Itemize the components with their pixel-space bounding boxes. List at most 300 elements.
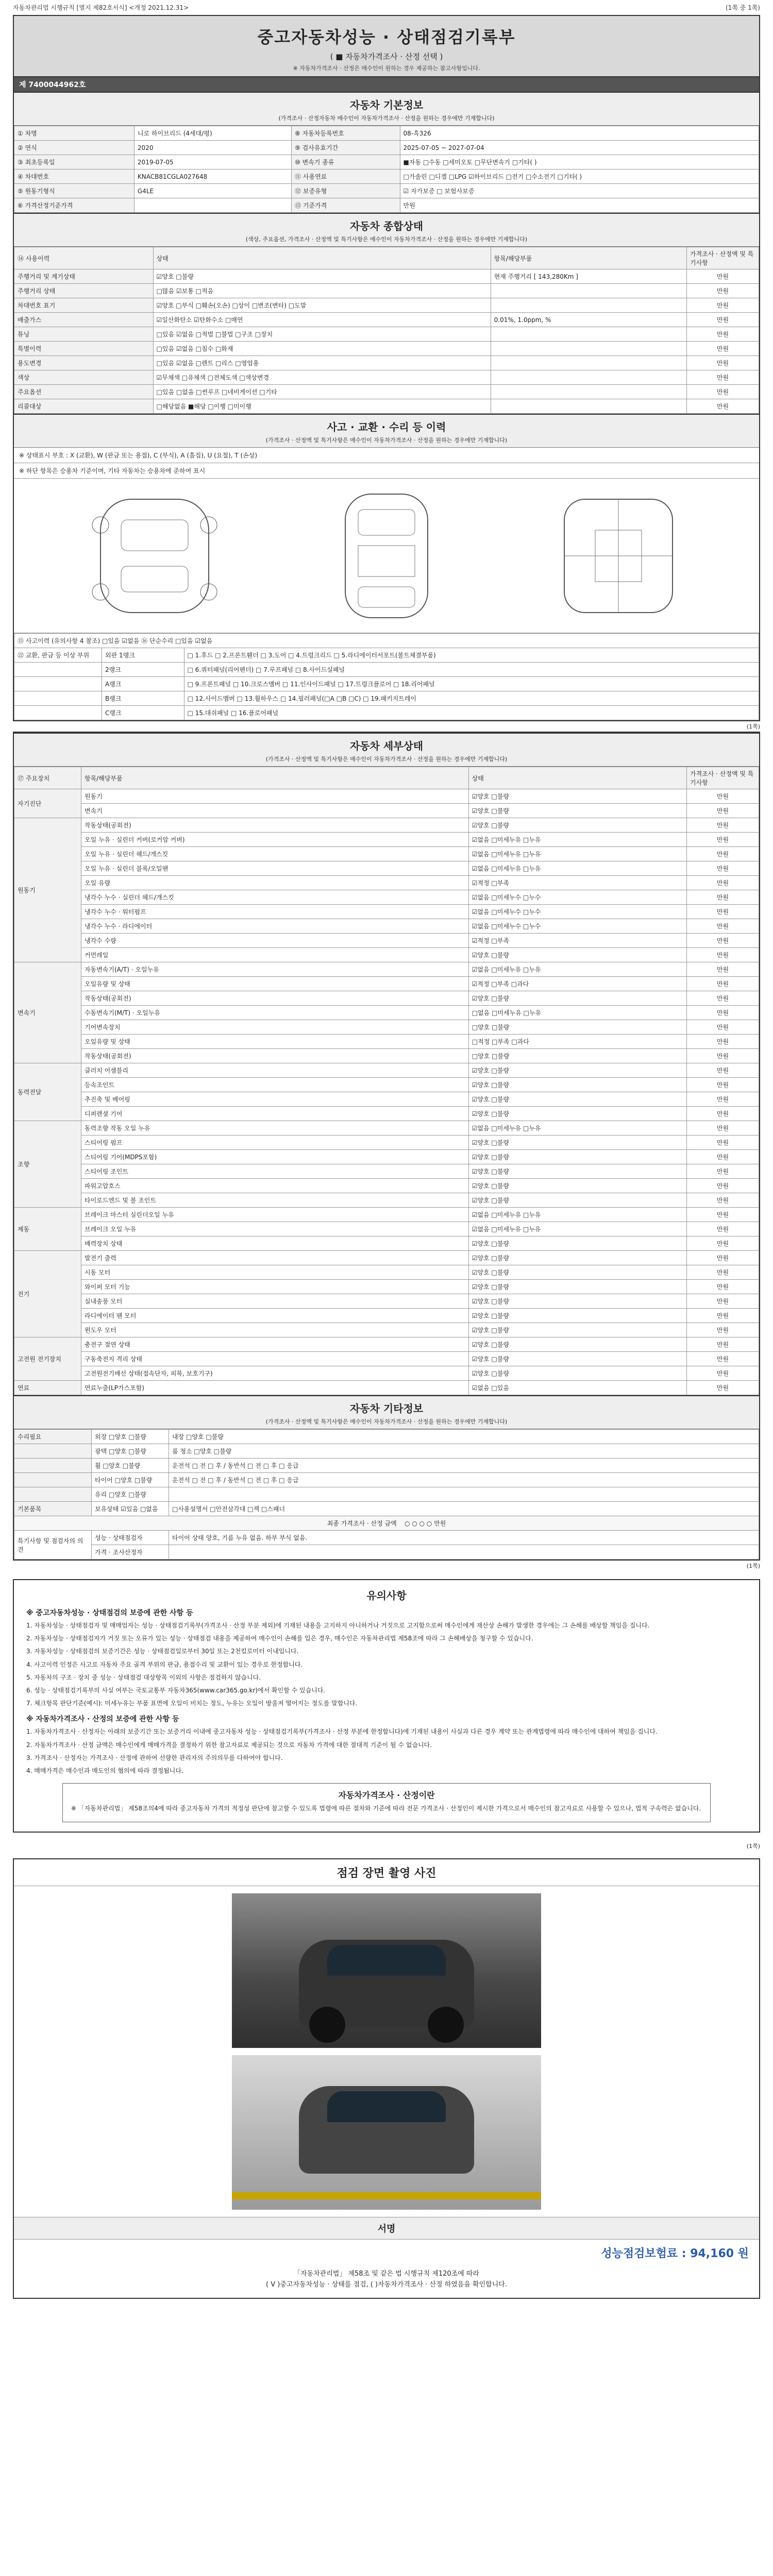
detail-item: 디퍼렌셜 기어 — [81, 1107, 469, 1121]
detail-status-row — [14, 977, 759, 991]
col-major-device: ⑰ 주요장치 — [14, 767, 81, 789]
other-value: 운전석 □ 전 □ 후 / 동반석 □ 전 □ 후 □ 응급 — [169, 1459, 759, 1473]
overall-label: 색상 — [14, 370, 154, 385]
detail-group-label: 전기 — [14, 1251, 81, 1337]
detail-status: ☑없음 □미세누유 □누유 — [468, 1121, 686, 1136]
other-value: 휠 □양호 □불량 — [92, 1459, 169, 1473]
overall-status-table — [14, 247, 759, 414]
detail-status: ☑없음 □미세누수 □누수 — [468, 919, 686, 934]
other-info-table — [14, 1429, 759, 1560]
basic-label: ⑬ 기준가격 — [292, 198, 400, 213]
other-value: 유리 □양호 □불량 — [92, 1487, 169, 1502]
overall-status: □많음 ☑보통 □적음 — [153, 284, 491, 298]
detail-price: 만원 — [687, 991, 759, 1006]
detail-status: ☑양호 □불량 — [468, 948, 686, 962]
overall-detail — [491, 356, 686, 370]
notice-item: 3. 가격조사 · 산정자는 가격조사 · 산정에 관하여 선량한 관리자의 주의의무를 다하여야 합니다. — [26, 1754, 283, 1761]
detail-status-row — [14, 919, 759, 934]
basic-value: 08-흑326 — [400, 126, 759, 141]
legal-confirmation — [14, 2266, 759, 2298]
overall-label: 튜닝 — [14, 327, 154, 342]
detail-status: □적정 □부족 □과다 — [468, 1035, 686, 1049]
notice-heading-2: ※ 자동차가격조사 · 산정의 보증에 관한 사항 등 — [26, 1715, 179, 1724]
overall-price: 만원 — [687, 370, 759, 385]
detail-status-row — [14, 1092, 759, 1107]
detail-price: 만원 — [687, 1179, 759, 1193]
detail-item: 스티어링 조인트 — [81, 1164, 469, 1179]
detail-item: 오일 누유 · 실린더 커버(로커암 커버) — [81, 833, 469, 847]
detail-status: ☑양호 □불량 — [468, 1136, 686, 1150]
detail-status: ☑없음 □미세누수 □누수 — [468, 890, 686, 905]
detail-item: 기어변속장치 — [81, 1020, 469, 1035]
overall-price: 만원 — [687, 342, 759, 356]
basic-value: 2020 — [134, 141, 291, 155]
overall-status-row — [14, 298, 759, 313]
overall-status: □있음 ☑없음 □침수 □화재 — [153, 342, 491, 356]
overall-label: 배출가스 — [14, 313, 154, 327]
detail-status: ☑양호 □불량 — [468, 1366, 686, 1381]
detail-item: 오일유량 및 상태 — [81, 1035, 469, 1049]
basic-info-row — [14, 126, 759, 141]
detail-group-label: 자기진단 — [14, 789, 81, 818]
detail-status: ☑없음 □미세누유 □누유 — [468, 1208, 686, 1222]
appraisal-definition-title: 자동차가격조사 · 산정이란 — [338, 1790, 435, 1801]
notice-item: 2. 자동차성능 · 상태점검자가 거짓 또는 오류가 있는 성능 · 상태점검 내용을 제공하여 매수인이 손해를 입은 경우, 매수인은 자동차관리법 제58조에 따라 그 손해배상을 청구할 수 있습니다. — [26, 1635, 533, 1642]
detail-status: ☑양호 □불량 — [468, 1323, 686, 1337]
basic-info-row — [14, 141, 759, 155]
detail-price: 만원 — [687, 861, 759, 876]
ranka-label: A랭크 — [102, 677, 184, 691]
detail-price: 만원 — [687, 1265, 759, 1280]
accident-title: 사고 · 교환 · 수리 등 이력 — [14, 414, 759, 435]
detail-status: ☑양호 □불량 — [468, 1063, 686, 1078]
basic-label: ① 차명 — [14, 126, 135, 141]
detail-status: □양호 □불량 — [468, 1020, 686, 1035]
detail-status-table — [14, 767, 759, 1395]
detail-status: ☑양호 □불량 — [468, 991, 686, 1006]
final-price-amount: ○ ○ ○ ○ 만원 — [404, 1520, 446, 1527]
detail-item: 고전원전기배선 상태(접속단자, 피복, 보호기구) — [81, 1366, 469, 1381]
other-label: 수리필요 — [14, 1430, 92, 1444]
overall-status-row — [14, 284, 759, 298]
detail-status: ☑없음 □미세누유 □누유 — [468, 1222, 686, 1236]
basic-info-row — [14, 184, 759, 198]
detail-status: □없음 □미세누유 □누유 — [468, 1006, 686, 1020]
overall-label: 주행거리 상태 — [14, 284, 154, 298]
page-mark-3: (1쪽) — [746, 1843, 760, 1850]
overall-status: □있음 ☑없음 □적법 □불법 □구조 □장치 — [153, 327, 491, 342]
detail-status: ☑없음 □미세누유 □누유 — [468, 833, 686, 847]
detail-price: 만원 — [687, 1352, 759, 1366]
basic-value: □가솔린 □디젤 □LPG ☑하이브리드 □전기 □수소전기 □기타( ) — [400, 170, 759, 184]
page-mark-2: (1쪽) — [746, 1563, 760, 1569]
detail-status-row — [14, 818, 759, 833]
detail-status: ☑양호 □불량 — [468, 1150, 686, 1164]
detail-status-row — [14, 1222, 759, 1236]
basic-label: ⑧ 자동차등록번호 — [292, 126, 400, 141]
overall-detail: 현재 주행거리 [ 143,280Km ] — [491, 269, 686, 284]
overall-status: □있음 □없음 □썬루프 □네비게이션 □기타 — [153, 385, 491, 399]
overall-status-row — [14, 269, 759, 284]
rank1-label: 외판 1랭크 — [102, 648, 184, 663]
detail-price: 만원 — [687, 876, 759, 890]
detail-item: 냉각수 누수 · 워터펌프 — [81, 905, 469, 919]
detail-status-row — [14, 991, 759, 1006]
detail-item: 배력장치 상태 — [81, 1236, 469, 1251]
detail-status: ☑양호 □불량 — [468, 1280, 686, 1294]
overall-label: 주요옵션 — [14, 385, 154, 399]
car-frame-diagram — [533, 489, 703, 623]
detail-item: 연료누출(LP가스포함) — [81, 1381, 469, 1395]
rankb-label: B랭크 — [102, 691, 184, 706]
detail-price: 만원 — [687, 948, 759, 962]
overall-status-row — [14, 385, 759, 399]
detail-price: 만원 — [687, 1323, 759, 1337]
overall-detail — [491, 284, 686, 298]
detail-status: ☑양호 □불량 — [468, 1193, 686, 1208]
notice-heading-1: ※ 중고자동차성능 · 상태점검의 보증에 관한 사항 등 — [26, 1609, 193, 1617]
detail-status-row — [14, 1352, 759, 1366]
detail-price: 만원 — [687, 1136, 759, 1150]
other-value: 외장 □양호 □불량 — [92, 1430, 169, 1444]
other-value: 보유상태 ☑있음 □없음 — [92, 1502, 169, 1516]
detail-status-row — [14, 948, 759, 962]
basic-label: ⑫ 보증유형 — [292, 184, 400, 198]
other-value: 내장 □양호 □불량 — [169, 1430, 759, 1444]
overall-detail — [491, 327, 686, 342]
detail-item: 실내송풍 모터 — [81, 1294, 469, 1309]
col-usage: ⑭ 사용이력 — [14, 247, 154, 269]
basic-info-table — [14, 126, 759, 213]
basic-value: 2025-07-05 ~ 2027-07-04 — [400, 141, 759, 155]
detail-price: 만원 — [687, 1150, 759, 1164]
inspection-insurance-fee: 성능점검보험료 : 94,160 원 — [601, 2247, 749, 2261]
detail-item: 냉각수 누수 · 실린더 헤드/개스킷 — [81, 890, 469, 905]
detail-item: 라디에이터 팬 모터 — [81, 1309, 469, 1323]
basic-label: ⑨ 검사유효기간 — [292, 141, 400, 155]
detail-status-row — [14, 1280, 759, 1294]
overall-price: 만원 — [687, 313, 759, 327]
detail-status: ☑양호 □불량 — [468, 1179, 686, 1193]
col-item: 항목/해당부품 — [491, 247, 686, 269]
overall-detail: 0.01%, 1.0ppm, % — [491, 313, 686, 327]
opinion-inspector-label: 성능 · 상태점검자 — [92, 1531, 169, 1545]
notice-item: 1. 자동차성능 · 상태점검자 및 매매업자는 성능 · 상태점검기록부(가격조사 · 산정 부분 제외)에 기재된 내용을 고지하지 아니하거나 거짓으로 고지함으로써 매수인에게 재산상 손해가 발생한 경우에는 그 손해를 배상할 책임을 집니다. — [26, 1622, 650, 1629]
legal-confirmation-line-2: ( V )중고자동차성능 · 상태를 점검, ( )자동차가격조사 · 산정 하였음을 확인합니다. — [266, 2281, 507, 2289]
col-status: 상태 — [153, 247, 491, 269]
detail-status: ☑적정 □부족 — [468, 934, 686, 948]
detail-group-label: 제동 — [14, 1208, 81, 1251]
legal-confirmation-line-1: 「자동차관리법」 제58조 및 같은 법 시행규칙 제120조에 따라 — [294, 2270, 479, 2278]
basic-label: ③ 최초등록일 — [14, 155, 135, 170]
ranka-options: □ 9.프론트패널 □ 10.크로스멤버 □ 11.인사이드패널 □ 17.트렁크플로어 □ 18.리어패널 — [184, 677, 759, 691]
detail-status-row — [14, 804, 759, 818]
detail-price: 만원 — [687, 1092, 759, 1107]
notice-item: 1. 자동차가격조사 · 산정자는 아래의 보증기간 또는 보증거리 이내에 중고자동차 성능 · 상태점검기록부(가격조사 · 산정 부분에 한정합니다)에 기재된 내용이 사실과 다른 경우 계약 또는 관계법령에 따라 매수인에 대하여 책임을 집니다. — [26, 1728, 658, 1736]
detail-price: 만원 — [687, 1337, 759, 1352]
detail-status: ☑양호 □불량 — [468, 789, 686, 804]
overall-status: ☑일산화탄소 ☑탄화수소 □매연 — [153, 313, 491, 327]
detail-price: 만원 — [687, 1006, 759, 1020]
appraisal-definition-box — [62, 1783, 711, 1822]
detail-item: 오일 누유 · 실린더 헤드/개스킷 — [81, 847, 469, 861]
detail-status: ☑양호 □불량 — [468, 1107, 686, 1121]
parts-heading: ㉒ 교환, 판금 등 이상 부위 — [14, 648, 102, 663]
final-price-title — [14, 1516, 759, 1531]
detail-status: ☑없음 □있음 — [468, 1381, 686, 1395]
overall-status-row — [14, 313, 759, 327]
detail-item: 브레이크 마스터 실린더오일 누유 — [81, 1208, 469, 1222]
col-detail-price: 가격조사 · 산정액 및 특기사항 — [687, 767, 759, 789]
detail-status-note: (가격조사 · 산정액 및 특기사항은 매수인이 자동차가격조사 · 산정을 원하는 경우에만 기재합니다) — [14, 754, 759, 767]
detail-price: 만원 — [687, 1107, 759, 1121]
detail-status: ☑양호 □불량 — [468, 1236, 686, 1251]
detail-group-label: 조향 — [14, 1121, 81, 1208]
detail-price: 만원 — [687, 1078, 759, 1092]
signature-section — [14, 2217, 759, 2298]
overall-detail — [491, 370, 686, 385]
overall-status-row — [14, 399, 759, 414]
detail-status-row — [14, 1323, 759, 1337]
opinion-inspector-text: 타이어 상태 양호, 기름 누유 없음. 하부 부식 없음. — [169, 1531, 759, 1545]
col-detail-status: 상태 — [468, 767, 686, 789]
detail-price: 만원 — [687, 1164, 759, 1179]
notice-item: 4. 사고이력 인정은 사고로 자동차 주요 골격 부위의 판금, 용접수리 및 교환이 있는 경우로 한정합니다. — [26, 1660, 303, 1668]
rankc-label: C랭크 — [102, 706, 184, 720]
detail-status-row — [14, 1208, 759, 1222]
other-info-row — [14, 1459, 759, 1473]
detail-item: 오일 누유 · 실린더 블록/오일팬 — [81, 861, 469, 876]
detail-price: 만원 — [687, 804, 759, 818]
detail-price: 만원 — [687, 919, 759, 934]
detail-status: ☑양호 □불량 — [468, 1078, 686, 1092]
detail-price: 만원 — [687, 833, 759, 847]
overall-label: 리콜대상 — [14, 399, 154, 414]
accident-legend: ※ 상태표시 부호 : X (교환), W (판금 또는 용접), C (부식), A (흠집), U (요철), T (손상) — [14, 448, 759, 463]
overall-detail — [491, 399, 686, 414]
opinion-label: 특기사항 및 점검자의 의견 — [14, 1531, 92, 1560]
detail-group-label: 고전원 전기장치 — [14, 1337, 81, 1381]
detail-price: 만원 — [687, 890, 759, 905]
detail-status: ☑양호 □불량 — [468, 1294, 686, 1309]
detail-status-row — [14, 1121, 759, 1136]
other-value: 타이어 □양호 □불량 — [92, 1473, 169, 1487]
notice-item: 7. 체크항목 판단기준(예시): 미세누유는 부품 표면에 오일이 비치는 정도, 누유는 오일이 방울져 떨어지는 정도를 말합니다. — [26, 1700, 358, 1707]
other-value: □사용설명서 □안전삼각대 □잭 □스패너 — [169, 1502, 759, 1516]
detail-item: 작동상태(공회전) — [81, 991, 469, 1006]
other-info-note: (가격조사 · 산정액 및 특기사항은 매수인이 자동차가격조사 · 산정을 원하는 경우에만 기재합니다) — [14, 1416, 759, 1429]
basic-value: ■자동 □수동 □세미오토 □무단변속기 □기타( ) — [400, 155, 759, 170]
detail-status-title: 자동차 세부상태 — [14, 733, 759, 754]
accident-note: (가격조사 · 산정액 및 특기사항은 매수인이 자동차가격조사 · 산정을 원하는 경우에만 기재합니다) — [14, 435, 759, 448]
detail-status: ☑없음 □미세누유 □누유 — [468, 847, 686, 861]
basic-value: 2019-07-05 — [134, 155, 291, 170]
other-value: 운전석 □ 전 □ 후 / 동반석 □ 전 □ 후 □ 응급 — [169, 1473, 759, 1487]
detail-status: ☑양호 □불량 — [468, 1309, 686, 1323]
notice-title: 유의사항 — [366, 1589, 407, 1602]
detail-price: 만원 — [687, 1035, 759, 1049]
detail-item: 시동 모터 — [81, 1265, 469, 1280]
overall-price: 만원 — [687, 284, 759, 298]
main-form — [13, 15, 760, 721]
detail-status: ☑없음 □미세누수 □누수 — [468, 905, 686, 919]
form-header — [14, 16, 759, 77]
detail-status-row — [14, 1150, 759, 1164]
other-label — [14, 1473, 92, 1487]
detail-status-row — [14, 1078, 759, 1092]
notice-item: 4. 매매가격은 매수인과 매도인의 협의에 따라 결정됩니다. — [26, 1767, 183, 1774]
overall-status-note: (색상, 주요옵션, 가격조사 · 산정액 및 특기사항은 매수인이 자동차가격조사 · 산정을 원하는 경우에만 기재합니다) — [14, 234, 759, 247]
detail-item: 발전기 출력 — [81, 1251, 469, 1265]
final-price-label: 최종 가격조사 · 산정 금액 — [327, 1520, 397, 1527]
rank2-label: 2랭크 — [102, 663, 184, 677]
detail-item: 수동변속기(M/T) · 오일누유 — [81, 1006, 469, 1020]
other-value: 광택 □양호 □불량 — [92, 1444, 169, 1459]
overall-status: □있음 ☑없음 □렌트 □리스 □영업용 — [153, 356, 491, 370]
basic-label: ④ 차대번호 — [14, 170, 135, 184]
detail-group-label: 동력전달 — [14, 1063, 81, 1121]
overall-status-row — [14, 342, 759, 356]
detail-status-row — [14, 1063, 759, 1078]
detail-item: 타이로드엔드 및 볼 조인트 — [81, 1193, 469, 1208]
document-number: 제 7400044962호 — [14, 77, 759, 92]
overall-price: 만원 — [687, 269, 759, 284]
detail-status-row — [14, 1265, 759, 1280]
overall-label: 용도변경 — [14, 356, 154, 370]
detail-price: 만원 — [687, 1294, 759, 1309]
detail-status-row — [14, 789, 759, 804]
detail-price: 만원 — [687, 1208, 759, 1222]
detail-price: 만원 — [687, 1381, 759, 1395]
detail-price: 만원 — [687, 1063, 759, 1078]
detail-price: 만원 — [687, 977, 759, 991]
overall-status-title: 자동차 종합상태 — [14, 213, 759, 234]
other-label — [14, 1459, 92, 1473]
detail-item: 와이퍼 모터 기능 — [81, 1280, 469, 1294]
overall-status: ☑무채색 □유채색 □전체도색 □색상변경 — [153, 370, 491, 385]
detail-price: 만원 — [687, 1309, 759, 1323]
overall-status: ☑양호 □불량 — [153, 269, 491, 284]
detail-item: 커먼레일 — [81, 948, 469, 962]
document-note: ※ 자동차가격조사 · 산정은 매수인이 원하는 경우 제공하는 참고사항입니다. — [293, 65, 480, 72]
appraisal-definition-text: ※ 「자동차관리법」 제58조의4에 따라 중고자동차 가격의 적정성 판단에 참고할 수 있도록 법령에 따른 절차와 기준에 따라 전문 가격조사 · 산정인이 제시한 가격으로서 매수인의 참고자료로 사용할 수 있으나, 법적 구속력은 없습니다. — [71, 1805, 701, 1812]
basic-label: ② 연식 — [14, 141, 135, 155]
basic-info-note: (가격조사 · 산정자동차 매수인이 자동차가격조사 · 산정을 원하는 경우에만 기재합니다) — [14, 113, 759, 126]
rank2-options: □ 6.쿼터패널(리어펜더) □ 7.루프패널 □ 8.사이드실패널 — [184, 663, 759, 677]
inspection-photo-lift — [232, 2055, 541, 2210]
detail-status: ☑없음 □미세누유 □누유 — [468, 861, 686, 876]
detail-item: 스티어링 기어(MDPS포함) — [81, 1150, 469, 1164]
other-info-row — [14, 1444, 759, 1459]
detail-status-row — [14, 1366, 759, 1381]
detail-price: 만원 — [687, 818, 759, 833]
basic-label: ⑩ 변속기 종류 — [292, 155, 400, 170]
detail-status: ☑양호 □불량 — [468, 1337, 686, 1352]
detail-status-row — [14, 1309, 759, 1323]
detail-item: 오일 유량 — [81, 876, 469, 890]
other-label: 기본품목 — [14, 1502, 92, 1516]
detail-item: 작동상태(공회전) — [81, 818, 469, 833]
rankc-options: □ 15.대쉬패널 □ 16.플로어패널 — [184, 706, 759, 720]
accident-legend-2: ※ 하단 항목은 승용차 기준이며, 기타 자동차는 승용차에 준하여 표시 — [14, 463, 759, 479]
detail-status-row — [14, 905, 759, 919]
overall-price: 만원 — [687, 399, 759, 414]
detail-status-row — [14, 1049, 759, 1063]
notice-item: 3. 자동차성능 · 상태점검의 보증기간은 성능 · 상태점검일로부터 30일 또는 2천킬로미터 이내입니다. — [26, 1648, 299, 1655]
overall-price: 만원 — [687, 298, 759, 313]
detail-item: 클러치 어셈블리 — [81, 1063, 469, 1078]
detail-price: 만원 — [687, 934, 759, 948]
detail-item: 등속조인트 — [81, 1078, 469, 1092]
detail-status-row — [14, 876, 759, 890]
detail-item: 동력조향 작동 오일 누유 — [81, 1121, 469, 1136]
photo-section-title: 점검 장면 촬영 사진 — [14, 1859, 759, 1886]
basic-label: ⑥ 가격산정기준가격 — [14, 198, 135, 213]
other-info-row — [14, 1430, 759, 1444]
other-info-row — [14, 1473, 759, 1487]
detail-price: 만원 — [687, 1280, 759, 1294]
detail-item: 파워고압호스 — [81, 1179, 469, 1193]
detail-item: 충전구 절연 상태 — [81, 1337, 469, 1352]
detail-item: 냉각수 누수 · 라디에이터 — [81, 919, 469, 934]
detail-form — [13, 732, 760, 1561]
detail-price: 만원 — [687, 1251, 759, 1265]
overall-status-row — [14, 370, 759, 385]
overall-label: 주행거리 및 계기상태 — [14, 269, 154, 284]
detail-status-row — [14, 1337, 759, 1352]
detail-price: 만원 — [687, 1366, 759, 1381]
detail-status: ☑양호 □불량 — [468, 1164, 686, 1179]
detail-group-label: 변속기 — [14, 962, 81, 1063]
overall-price: 만원 — [687, 327, 759, 342]
form-reference: 자동차관리법 시행규칙 [별지 제82호서식] <개정 2021.12.31> — [13, 4, 189, 11]
detail-status-row — [14, 1020, 759, 1035]
inspection-photo-section — [13, 1858, 760, 2299]
overall-price: 만원 — [687, 385, 759, 399]
other-info-title: 자동차 기타정보 — [14, 1395, 759, 1416]
col-detail-item: 항목/해당부품 — [81, 767, 469, 789]
document-subtitle: ( ■ 자동차가격조사 · 산정 선택 ) — [330, 52, 443, 61]
accident-table — [14, 633, 759, 720]
detail-item: 스티어링 펌프 — [81, 1136, 469, 1150]
detail-item: 오일유량 및 상태 — [81, 977, 469, 991]
detail-status-row — [14, 890, 759, 905]
basic-value — [134, 198, 291, 213]
opinion-appraiser-text — [169, 1545, 759, 1560]
detail-status: ☑양호 □불량 — [468, 1251, 686, 1265]
overall-status: □해당없음 ■해당 □이행 □미이행 — [153, 399, 491, 414]
car-top-view-diagram — [309, 489, 464, 623]
detail-item: 작동상태(공회전) — [81, 1049, 469, 1063]
detail-status-row — [14, 1294, 759, 1309]
detail-status-row — [14, 962, 759, 977]
basic-value: KNACB81CGLA027648 — [134, 170, 291, 184]
detail-status: ☑없음 □미세누유 □누유 — [468, 962, 686, 977]
basic-info-row — [14, 155, 759, 170]
overall-detail — [491, 385, 686, 399]
detail-price: 만원 — [687, 1222, 759, 1236]
basic-value: 니로 하이브리드 (4세대/평) — [134, 126, 291, 141]
detail-status: ☑양호 □불량 — [468, 1352, 686, 1366]
notice-section — [13, 1579, 760, 1833]
detail-item: 윈도우 모터 — [81, 1323, 469, 1337]
detail-item: 냉각수 수량 — [81, 934, 469, 948]
basic-info-row — [14, 198, 759, 213]
detail-group-label: 연료 — [14, 1381, 81, 1395]
notice-item: 2. 자동차가격조사 · 산정 금액은 매수인에게 매매가격을 결정하기 위한 참고자료로 제공되는 것으로 자동차 가격에 대한 절대적 기준이 될 수 없습니다. — [26, 1741, 432, 1749]
basic-value: G4LE — [134, 184, 291, 198]
notice-item: 5. 자동차의 구조 · 장치 중 성능 · 상태점검 대상항목 이외의 사항은 점검하지 않습니다. — [26, 1673, 261, 1681]
